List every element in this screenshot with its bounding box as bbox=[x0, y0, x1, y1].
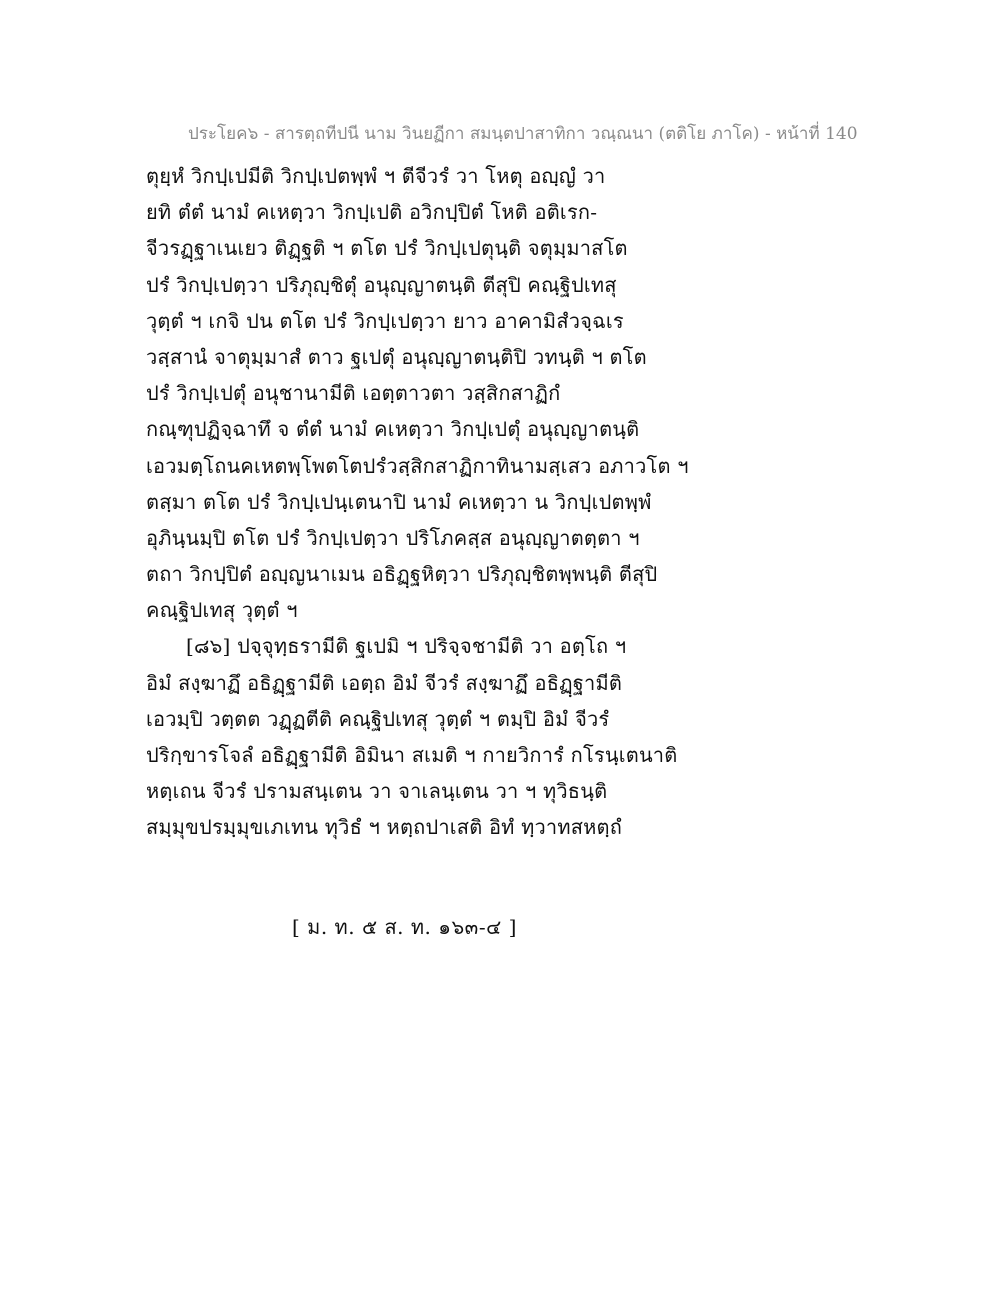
text-line: ปรํ วิกปฺเปตฺวา ปริภุญฺชิตุํ อนุญฺญาตนฺติ ตีสุปิ คณฺฐิปเทสุ bbox=[146, 272, 617, 297]
text-line: วสฺสานํ จาตุมฺมาสํ ตาว ฐเปตุํ อนุญฺญาตนฺติปิ วทนฺติ ฯ ตโต bbox=[146, 344, 647, 369]
text-line: ตถา วิกปฺปิตํ อญฺญนาเมน อธิฏฺฐหิตฺวา ปริภุญฺชิตพฺพนฺติ ตีสุปิ bbox=[146, 562, 658, 587]
text-line: ปริกฺขารโจลํ อธิฏฺฐามีติ อิมินา สเมติ ฯ กายวิการํ กโรนฺเตนาติ bbox=[146, 743, 678, 767]
text-line: วุตฺตํ ฯ เกจิ ปน ตโต ปรํ วิกปฺเปตฺวา ยาว อาคามิสํวจฺฉเร bbox=[146, 308, 624, 333]
text-line: เอวมฺปิ วตฺตต วฏฺฏตีติ คณฺฐิปเทสุ วุตฺตํ ฯ ตมฺปิ อิมํ จีวรํ bbox=[146, 706, 610, 731]
text-line: จีวรฏฺฐาเนเยว ติฏฺฐติ ฯ ตโต ปรํ วิกปฺเปตุนฺติ จตุมฺมาสโต bbox=[146, 236, 628, 261]
text-line: ตุยฺหํ วิกปฺเปมีติ วิกปฺเปตพฺพํ ฯ ตีจีวรํ วา โหตุ อญฺญํ วา bbox=[146, 164, 606, 188]
text-line: คณฺฐิปเทสุ วุตฺตํ ฯ bbox=[146, 598, 298, 623]
text-line: กณฺฑุปฏิจฺฉาทึ จ ตํตํ นามํ คเหตฺวา วิกปฺเปตุํ อนุญฺญาตนฺติ bbox=[146, 417, 640, 442]
text-line: เอวมตฺโถนคเหตพฺโพตโตปรํวสฺสิกสาฏิกาทินามสฺเสว อภาวโต ฯ bbox=[146, 453, 689, 478]
text-line: อิมํ สงฺฆาฏึ อธิฏฺฐามีติ เอตฺถ อิมํ จีวรํ สงฺฆาฏึ อธิฏฺฐามีติ bbox=[146, 670, 623, 695]
text-line: หตฺเถน จีวรํ ปรามสนฺเตน วา จาเลนฺเตน วา ฯ ทุวิธนฺติ bbox=[146, 779, 608, 804]
page-reference-footer: [ ม. ท. ๕ ส. ท. ๑๖๓-๔ ] bbox=[292, 915, 517, 939]
text-line: ตสฺมา ตโต ปรํ วิกปฺเปนฺเตนาปิ นามํ คเหตฺวา น วิกปฺเปตพฺพํ bbox=[146, 489, 652, 514]
page-header: ประโยค๖ - สารตฺถทีปนี นาม วินยฏีกา สมนฺตปาสาทิกา วณฺณนา (ตติโย ภาโค) - หน้าที่ 140 bbox=[188, 124, 858, 144]
text-line: ยทิ ตํตํ นามํ คเหตฺวา วิกปฺเปติ อวิกปฺปิตํ โหติ อติเรก- bbox=[146, 200, 598, 225]
text-line: สมฺมุขปรมฺมุขเภเทน ทุวิธํ ฯ หตฺถปาเสติ อิทํ ทฺวาทสหตฺถํ bbox=[146, 815, 623, 840]
text-line: อุภินฺนมฺปิ ตโต ปรํ วิกปฺเปตฺวา ปริโภคสฺส อนุญฺญาตตฺตา ฯ bbox=[146, 525, 640, 550]
body-text bbox=[146, 158, 706, 846]
text-line: ปรํ วิกปฺเปตุํ อนุชานามีติ เอตฺตาวตา วสฺสิกสาฏิกํ bbox=[146, 381, 561, 406]
paragraph-start-line: [๘๖] ปจฺจุทฺธรามีติ ฐเปมิ ฯ ปริจฺจชามีติ วา อตฺโถ ฯ bbox=[186, 634, 627, 659]
